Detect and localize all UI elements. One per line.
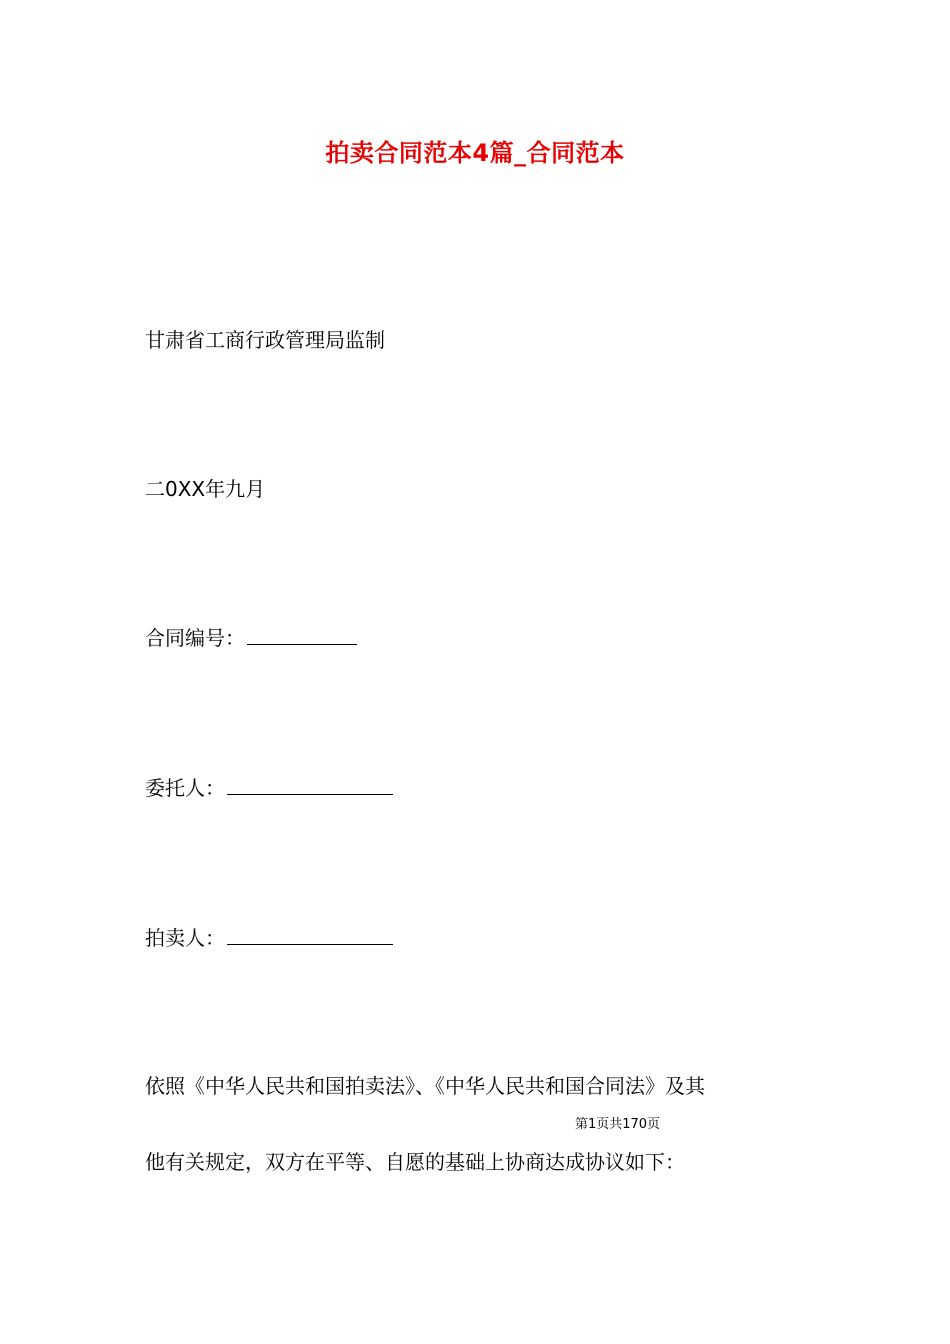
paragraph-line-2: 他有关规定，双方在平等、自愿的基础上协商达成协议如下： (145, 1150, 685, 1174)
contract-number-blank (247, 624, 357, 645)
contract-number-label: 合同编号： (145, 626, 245, 650)
page-footer: 第1页共170页 (574, 1117, 661, 1132)
auctioneer-label: 拍卖人： (145, 926, 225, 950)
consignor-blank (227, 774, 393, 795)
consignor-label: 委托人： (145, 776, 225, 800)
auctioneer-row (145, 924, 393, 952)
document-title: 拍卖合同范本4篇_合同范本 (325, 139, 625, 167)
paragraph-line-1: 依照《中华人民共和国拍卖法》、《中华人民共和国合同法》及其 (145, 1074, 705, 1098)
consignor-row (145, 774, 393, 802)
date-line: 二0XX年九月 (145, 477, 266, 501)
contract-number-row (145, 624, 357, 652)
auctioneer-blank (227, 924, 393, 945)
supervisor-line: 甘肃省工商行政管理局监制 (145, 328, 385, 352)
